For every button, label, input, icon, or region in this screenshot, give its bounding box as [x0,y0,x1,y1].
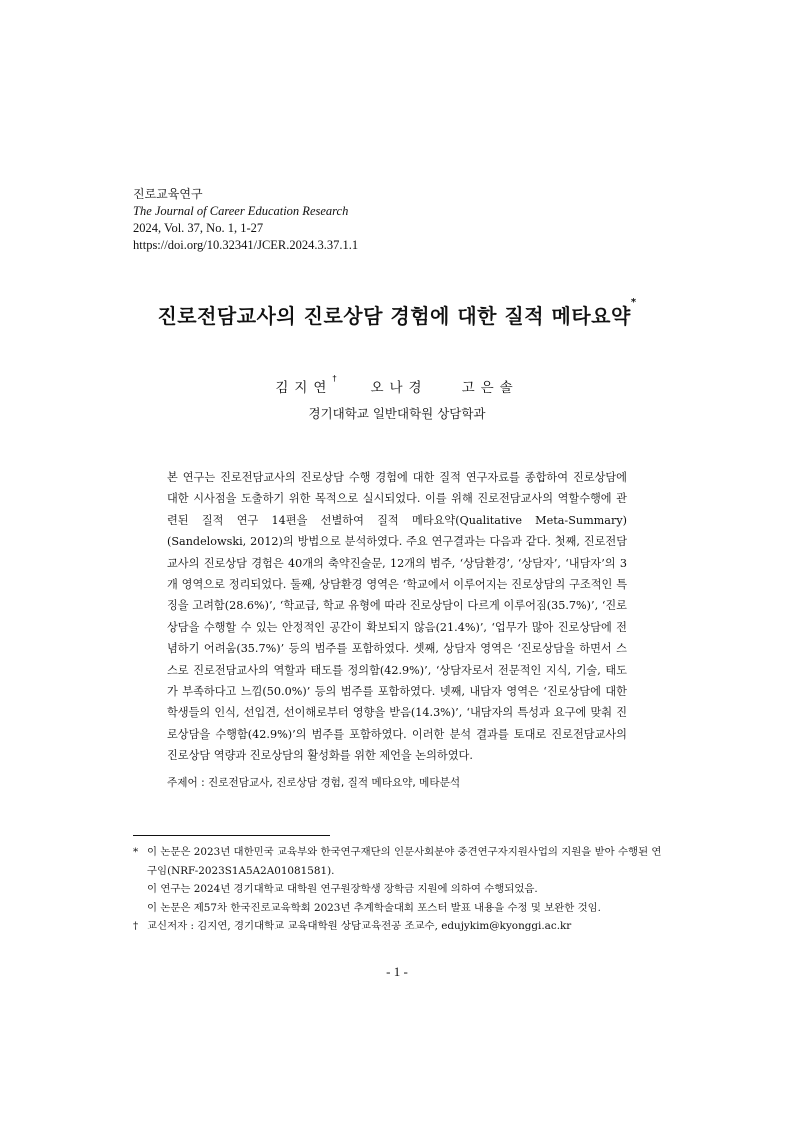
author-name: 고은솔 [461,380,519,396]
footnotes [133,843,663,936]
page-number: - 1 - [386,964,408,979]
affiliation: 경기대학교 일반대학원 상담학과 [308,406,486,421]
journal-doi[interactable]: https://doi.org/10.32341/JCER.2024.3.37.1.1 [133,238,359,252]
footnote [133,899,663,918]
author-name: 김지연 [275,380,333,396]
paper-title-text: 진로전담교사의 진로상담 경험에 대한 질적 메타요약 [157,304,631,328]
keywords: 주제어 : 진로전담교사, 진로상담 경험, 질적 메타요약, 메타분석 [167,777,461,789]
footnote-mark: † [133,920,139,933]
author-name: 오나경 [370,380,428,396]
footnote [133,880,663,899]
footnote-mark: * [133,846,139,858]
abstract: 본 연구는 진로전담교사의 진로상담 수행 경험에 대한 질적 연구자료를 종합하여 진로상담에 대한 시사점을 도출하기 위한 목적으로 실시되었다. 이를 위해 진로전담교사의 역할수행에 관련된 질적 연구 14편을 선별하여 질적 메타요약(Qualitative Meta-Summary)(Sandelowski, 2012)의 방법으로 분석하였다. 주요 연구결과는 다음과 같다. 첫째, 진로전담교사의 진로상담 경험은 40개의 축약진술문, 12개의 범주, ‘상담환경’, ‘상담자’, ‘내담자’의 3개 영역으로 정리되었다. 둘째, 상담환경 영역은 ‘학교에서 이루어지는 진로상담의 구조적인 특징을 고려함(28.6%)’, ‘학교급, 학교 유형에 따라 진로상담이 다르게 이루어짐(35.7%)’, ‘진로상담을 수행할 수 있는 안정적인 공간이 확보되지 않음(21.4%)’, ‘업무가 많아 진로상담에 전념하기 어려움(35.7%)’ 등의 범주를 포함하였다. 셋째, 상담자 영역은 ‘진로상담을 하면서 스스로 진로전담교사의 역할과 태도를 정의함(42.9%)’, ‘상담자로서 전문적인 지식, 기술, 태도가 부족하다고 느낌(50.0%)’ 등의 범주를 포함하였다. 넷째, 내담자 영역은 ‘진로상담에 대한 학생들의 인식, 선입견, 선이해로부터 영향을 받음(14.3%)’, ‘내담자의 특성과 요구에 맞춰 진로상담을 수행함(42.9%)’의 범주를 포함하였다. 이러한 분석 결과를 토대로 진로전담교사의 진로상담 역량과 진로상담의 활성화를 위한 제언을 논의하였다. [167,471,627,763]
footnote-text: 이 논문은 제57차 한국진로교육학회 2023년 추계학술대회 포스터 발표 내용을 수정 및 보완한 것임. [147,901,601,914]
footnote-divider [133,835,330,836]
footnote-text: 이 논문은 2023년 대한민국 교육부와 한국연구재단의 인문사회분야 중견연구자지원사업의 지원을 받아 수행된 연구임(NRF-2023S1A5A2A01081581). [147,846,662,877]
journal-name-en: The Journal of Career Education Research [133,204,349,218]
footnote [133,917,663,936]
journal-name-ko: 진로교육연구 [133,187,203,201]
footnote [133,843,663,880]
journal-volume: 2024, Vol. 37, No. 1, 1-27 [133,221,264,235]
footnote-text: 교신저자 : 김지연, 경기대학교 교육대학원 상담교육전공 조교수, edujykim@kyonggi.ac.kr [147,920,572,933]
author-list [0,376,794,396]
journal-header [133,186,358,254]
paper-title [0,297,794,329]
corresponding-author-mark[interactable]: † [332,374,337,383]
footnote-text: 이 연구는 2024년 경기대학교 대학원 연구원장학생 장학금 지원에 의하여 수행되었음. [147,883,538,896]
title-footnote-mark[interactable]: * [630,297,637,308]
